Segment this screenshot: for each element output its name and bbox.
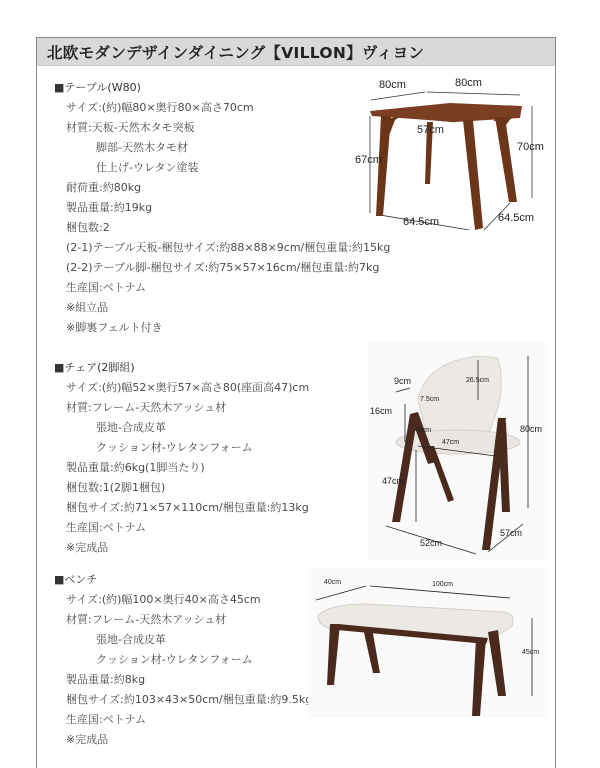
svg-text:80cm: 80cm	[455, 77, 482, 89]
svg-text:80cm: 80cm	[379, 79, 406, 91]
svg-text:67cm: 67cm	[355, 154, 382, 166]
chair-title: ■チェア(2脚組)	[54, 361, 135, 374]
spec-line: (2-1)テーブル天板-梱包サイズ:約88×88×9cm/梱包重量:約15kg	[66, 241, 391, 254]
spec-line: 梱包数:2	[66, 221, 110, 234]
svg-text:70cm: 70cm	[517, 141, 544, 153]
chair-dimension-figure	[368, 342, 548, 560]
svg-text:57cm: 57cm	[500, 528, 523, 538]
table-title: ■テーブル(W80)	[54, 81, 141, 94]
svg-text:52cm: 52cm	[420, 538, 443, 548]
svg-text:7.5cm: 7.5cm	[420, 396, 440, 403]
spec-line: 製品重量:約19kg	[66, 201, 153, 214]
spec-line: 製品重量:約6kg(1脚当たり)	[66, 461, 205, 474]
spec-line: 張地-合成皮革	[96, 633, 166, 646]
bench-spec	[54, 570, 312, 750]
svg-text:100cm: 100cm	[432, 581, 454, 588]
spec-line: ※完成品	[66, 541, 109, 554]
svg-text:47cm: 47cm	[382, 476, 405, 486]
spec-line: 仕上げ-ウレタン塗装	[96, 161, 199, 174]
spec-line: 生産国:ベトナム	[66, 521, 147, 534]
svg-text:45cm: 45cm	[522, 649, 540, 656]
spec-line: 生産国:ベトナム	[66, 713, 147, 726]
spec-line: クッション材-ウレタンフォーム	[96, 653, 253, 666]
spec-line: 生産国:ベトナム	[66, 281, 147, 294]
svg-text:47cm: 47cm	[442, 439, 460, 446]
spec-line: 張地-合成皮革	[96, 421, 166, 434]
spec-line: 材質:フレーム-天然木アッシュ材	[66, 613, 227, 626]
spec-line: 梱包数:1(2脚1梱包)	[66, 481, 166, 494]
spec-line: クッション材-ウレタンフォーム	[96, 441, 253, 454]
spec-line: ※完成品	[66, 733, 109, 746]
spec-line: ※組立品	[66, 301, 109, 314]
spec-line: 材質:天板-天然木タモ突板	[66, 121, 195, 134]
bench-dimension-figure	[308, 568, 548, 718]
spec-line: 梱包サイズ:約103×43×50cm/梱包重量:約9.5kg	[66, 693, 313, 706]
spec-line: サイズ:(約)幅100×奥行40×高さ45cm	[66, 593, 261, 606]
table-dimension-figure	[355, 68, 555, 230]
spec-line: 梱包サイズ:約71×57×110cm/梱包重量:約13kg	[66, 501, 309, 514]
table-spec	[54, 78, 390, 338]
spec-line: サイズ:(約)幅52×奥行57×高さ80(座面高47)cm	[66, 381, 310, 394]
svg-text:64.5cm: 64.5cm	[498, 212, 535, 224]
spec-line: (2-2)テーブル脚-梱包サイズ:約75×57×16cm/梱包重量:約7kg	[66, 261, 380, 274]
bench-title: ■ベンチ	[54, 573, 98, 586]
spec-line: ※脚裏フェルト付き	[66, 321, 163, 334]
svg-text:80cm: 80cm	[520, 424, 543, 434]
svg-text:46cm: 46cm	[414, 427, 432, 434]
spec-line: 製品重量:約8kg	[66, 673, 146, 686]
spec-line: 材質:フレーム-天然木アッシュ材	[66, 401, 227, 414]
spec-line: 耐荷重:約80kg	[66, 181, 142, 194]
svg-text:57cm: 57cm	[417, 124, 444, 136]
page-title: 北欧モダンデザインダイニング【VILLON】ヴィヨン	[37, 38, 555, 66]
chair-spec	[54, 358, 309, 558]
spec-line: 脚部-天然木タモ材	[96, 141, 188, 154]
svg-text:64.5cm: 64.5cm	[403, 216, 440, 228]
svg-text:26.5cm: 26.5cm	[466, 377, 489, 384]
svg-text:9cm: 9cm	[394, 376, 412, 386]
spec-line: サイズ:(約)幅80×奥行80×高さ70cm	[66, 101, 254, 114]
svg-text:40cm: 40cm	[324, 579, 342, 586]
svg-text:16cm: 16cm	[370, 406, 393, 416]
